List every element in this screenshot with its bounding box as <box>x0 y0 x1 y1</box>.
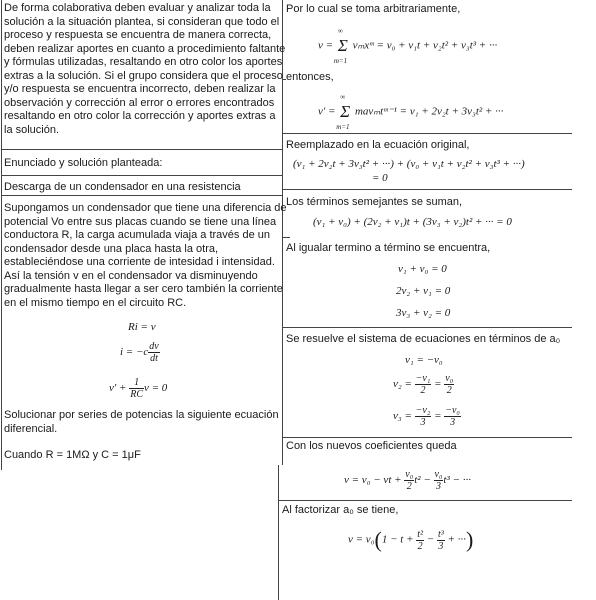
problem-line: conductora R, la carga acumulada viaja a través de un <box>4 229 270 241</box>
rule-intro-bottom <box>1 149 282 150</box>
left-border <box>1 0 2 470</box>
factorizar-label: Al factorizar a₀ se tiene, <box>282 504 399 516</box>
instructions-line: solución a la situación plantea, si consideran que todo el <box>4 15 280 28</box>
substituted-equation: (v₁ + 2v₂t + 3v₃t² + ···) + (v₀ + v₁t + v₂t² + v₃t³ + ···) <box>293 158 525 170</box>
equation-current-lhs: i = −c <box>120 346 149 359</box>
instructions-line: De forma colaborativa deben evaluar y analizar toda la <box>4 2 271 14</box>
rule-right-factorizar <box>278 500 572 501</box>
problem-line: condensador desde una placa hasta la otra, <box>4 242 219 255</box>
equation-ode: v′ + $\frac{1}{RC}$ v = 0 <box>109 377 168 400</box>
fraction-1-rc: $\frac{1}{RC}$ <box>130 377 143 400</box>
descarga-heading: Descarga de un condensador en una resistencia <box>4 181 241 193</box>
reemplazado-label: Reemplazado en la ecuación original, <box>286 139 470 151</box>
problem-line: en el mismo tiempo en el circuito RC. <box>4 296 187 309</box>
semejantes-label: Los términos semejantes se suman, <box>286 196 463 208</box>
solution-v3: v₃ = $\frac{\text{−v₂}}{3}$ = $\frac{\text{−v₀}}{3}$ <box>393 405 460 428</box>
nuevos-label: Con los nuevos coeficientes queda <box>286 440 457 452</box>
instructions-line: y/o respuesta se encuentra incorrecto, deben realizar la <box>4 83 276 95</box>
new-series: v = v₀ − vt + $\frac{\text{v₀}}{2}$ t² − $\frac{\text{v₀}}{3}$ t³ − ··· <box>344 469 471 492</box>
rule-right-nuevos <box>282 437 572 438</box>
solve-instruction-line: Solucionar por series de potencias la siguiente ecuación <box>4 409 279 421</box>
problem-line: potencial Vo entre sus placas cuando se tiene una línea <box>4 215 277 228</box>
igualar-label: Al igualar termino a término se encuentra, <box>286 242 491 254</box>
entonces-label: entonces, <box>286 71 334 83</box>
problem-line: Supongamos un condensador que tiene una diferencia de <box>4 202 287 214</box>
rule-right-reemplazado <box>282 133 572 134</box>
rule-right-semejantes <box>282 189 572 190</box>
series-v-prime: v′ = ∞ Σ m=1 mavₘtᵐ⁻¹ = v₁ + 2v₂t + 3v₃t² + ··· <box>318 93 504 131</box>
instructions-line: resaltando en otro color la corrección y aportes extras a <box>4 110 276 122</box>
problem-line: estableciéndose una corriente de intesidad i intensidad. <box>4 256 275 268</box>
instructions-line: extras a la solución. Si el grupo considera que el proceso <box>4 69 283 82</box>
equation-current <box>120 341 160 364</box>
system-eq-3: 3v₃ + v₂ = 0 <box>396 307 451 319</box>
solution-v1: v₁ = −v₀ <box>405 354 443 366</box>
solve-instruction-line: diferencial. <box>4 423 58 435</box>
column-divider-lower <box>278 465 279 600</box>
rule-right-igualar <box>282 237 290 238</box>
problem-line: gradualmente hasta llegar a ser cero también la corriente <box>4 283 283 295</box>
instructions-line: observación y corrección al error o errores encontrados <box>4 96 275 109</box>
substituted-equation-rhs: = 0 <box>372 172 388 184</box>
instructions-line: y fórmulas utilizadas, resaltando en otro color los aportes <box>4 56 283 68</box>
fraction-dvdt: $\frac{dv}{dt}$ <box>149 341 159 364</box>
sigma-icon: ∞ Σ m=1 <box>336 93 351 131</box>
instructions-line: deben realizar aportes en cuanto a procedimiento faltante <box>4 42 286 55</box>
series-v: v = ∞ Σ m=1 vₘxᵐ = v₀ + v₁t + v₂t² + v₃t³ + ··· <box>318 27 498 65</box>
system-eq-2: 2v₂ + v₁ = 0 <box>396 285 451 297</box>
arbitrary-label: Por lo cual se toma arbitrariamente, <box>286 3 461 15</box>
factored-series: v = v₀(1 − t + $\frac{\text{t²}}{2}$ − $\frac{\text{t³}}{3}$ + ···) <box>348 527 474 552</box>
problem-line: Así la tensión v en el condensador va disminuyendo <box>4 269 258 282</box>
instructions-line: proceso y respuesta se encuentra de manera correcta, <box>4 29 272 41</box>
enunciado-heading: Enunciado y solución planteada: <box>4 157 163 169</box>
equation-ohm: Ri = v <box>128 321 156 333</box>
resuelve-label: Se resuelve el sistema de ecuaciones en términos de a₀ <box>286 333 561 345</box>
rule-enunciado-bottom <box>1 175 282 176</box>
solution-v2: v₂ = $\frac{\text{−v₁}}{2}$ = $\frac{\text{v₀}}{2}$ <box>393 373 454 396</box>
summed-equation: (v₁ + v₀) + (2v₂ + v₁)t + (3v₃ + v₂)t² + ··· = 0 <box>313 216 512 228</box>
given-values: Cuando R = 1MΩ y C = 1μF <box>4 449 141 461</box>
rule-right-resuelve <box>282 327 572 328</box>
system-eq-1: v₁ + v₀ = 0 <box>398 263 447 275</box>
sigma-icon: ∞ Σ m=1 <box>333 27 348 65</box>
rule-descarga-bottom <box>1 195 282 196</box>
instructions-line: la solución. <box>4 123 60 136</box>
